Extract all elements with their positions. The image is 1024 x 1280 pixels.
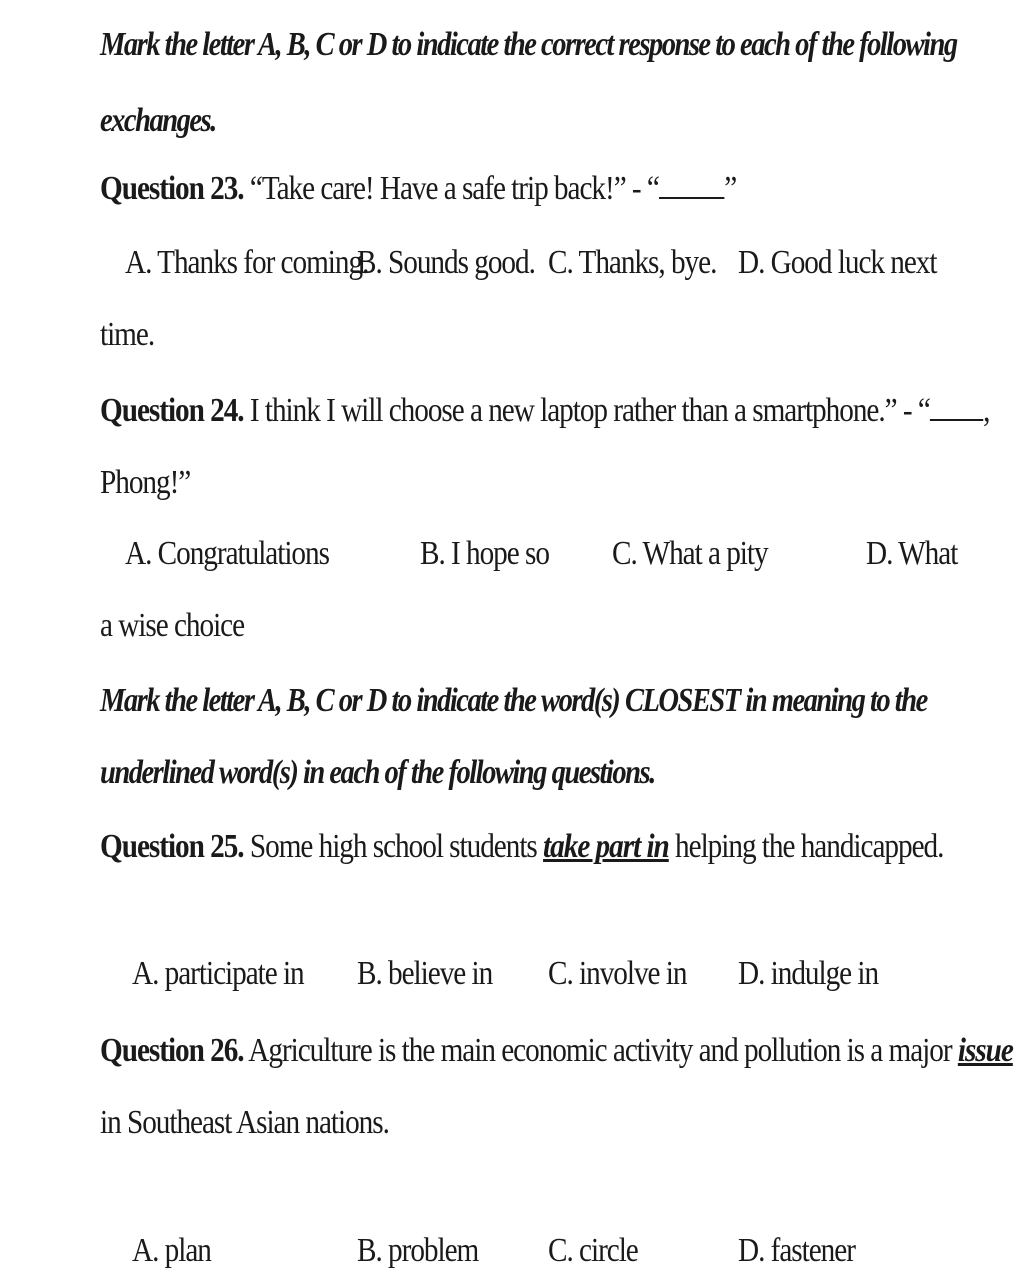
- q24-option-a[interactable]: A. Congratulations: [125, 535, 329, 572]
- question-24-label: Question 24.: [100, 392, 244, 429]
- q26-option-d[interactable]: D. fastener: [738, 1232, 855, 1269]
- question-23-text-after: ”: [724, 170, 737, 207]
- underlined-phrase: take part in: [543, 828, 669, 865]
- question-26-line2: in Southeast Asian nations.: [100, 1104, 389, 1141]
- q26-option-a[interactable]: A. plan: [132, 1232, 211, 1269]
- underlined-word: issue: [957, 1032, 1013, 1069]
- question-24-line2: Phong!”: [100, 464, 191, 501]
- section1-instruction-line1: Mark the letter A, B, C or D to indicate the correct response to each of the following: [100, 26, 957, 63]
- q24-option-b[interactable]: B. I hope so: [420, 535, 549, 572]
- q24-option-c[interactable]: C. What a pity: [612, 535, 768, 572]
- section2-instruction-line2: underlined word(s) in each of the following questions.: [100, 754, 655, 791]
- q25-option-b[interactable]: B. believe in: [357, 955, 493, 992]
- question-24: [100, 394, 989, 428]
- question-24-text-before: I think I will choose a new laptop rather than a smartphone.” - “: [243, 392, 930, 429]
- question-25-text-before: Some high school students: [243, 828, 544, 865]
- q24-option-d[interactable]: D. What: [866, 535, 958, 572]
- question-26: [100, 1034, 1013, 1068]
- question-25-text-after: helping the handicapped.: [668, 828, 944, 865]
- question-23-label: Question 23.: [100, 170, 244, 207]
- section2-instruction-line1: Mark the letter A, B, C or D to indicate the word(s) CLOSEST in meaning to the: [100, 682, 927, 719]
- question-23-text-before: “Take care! Have a safe trip back!” - “: [243, 170, 659, 207]
- question-26-text-before: Agriculture is the main economic activity and pollution is a major: [243, 1032, 958, 1069]
- answer-blank: [659, 173, 724, 199]
- q25-option-d[interactable]: D. indulge in: [738, 955, 879, 992]
- q26-option-b[interactable]: B. problem: [357, 1232, 479, 1269]
- q26-option-c[interactable]: C. circle: [548, 1232, 638, 1269]
- question-26-label: Question 26.: [100, 1032, 244, 1069]
- q24-option-d-continued: a wise choice: [100, 607, 245, 644]
- q23-option-d-continued: time.: [100, 316, 155, 353]
- q23-option-a[interactable]: A. Thanks for coming.: [125, 244, 369, 281]
- question-25: [100, 830, 943, 864]
- question-23: [100, 172, 736, 206]
- question-25-label: Question 25.: [100, 828, 244, 865]
- question-24-text-after: ,: [983, 392, 990, 429]
- q25-option-a[interactable]: A. participate in: [132, 955, 304, 992]
- q23-option-c[interactable]: C. Thanks, bye.: [548, 244, 717, 281]
- q23-option-d[interactable]: D. Good luck next: [738, 244, 937, 281]
- q25-option-c[interactable]: C. involve in: [548, 955, 687, 992]
- section1-instruction-line2: exchanges.: [100, 102, 216, 139]
- q23-option-b[interactable]: B. Sounds good.: [357, 244, 535, 281]
- answer-blank: [930, 395, 983, 421]
